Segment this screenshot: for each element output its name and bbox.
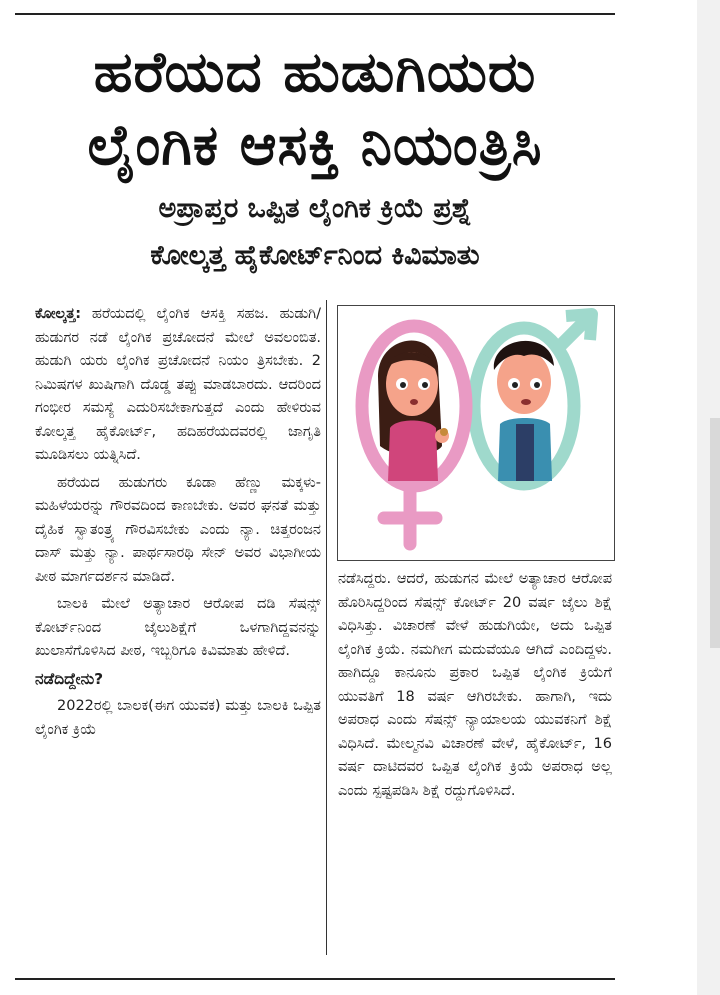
boy-figure (494, 341, 554, 481)
article-paragraph-3: ಬಾಲಕಿ ಮೇಲೆ ಅತ್ಯಾಚಾರ ಆರೋಪ ದಡಿ ಸೆಷನ್ಸ್ ಕೋರ್ಟ್‌ನಿಂದ ಜೈಲುಶಿಕ್ಷೆಗೆ ಒಳಗಾಗಿದ್ದವನನ್ನು ಖುಲಾಸೆಗೊಳಿಸಿದ ಪೀಠ, ಇಬ್ಬರಿಗೂ ಕಿವಿಮಾತು ಹೇಳಿದೆ. (35, 596, 321, 659)
headline-line-2: ಲೈಂಗಿಕ ಆಸಕ್ತಿ ನಿಯಂತ್ರಿಸಿ (87, 113, 543, 178)
article-paragraph-5: ನಡೆಸಿದ್ದರು. ಆದರೆ, ಹುಡುಗನ ಮೇಲೆ ಅತ್ಯಾಚಾರ ಆರೋಪ ಹೊರಿಸಿದ್ದರಿಂದ ಸೆಷನ್ಸ್ ಕೋರ್ಟ್ 20 ವರ್ಷ ಜೈಲು ಶಿಕ್ಷೆ ವಿಧಿಸಿತ್ತು. ವಿಚಾರಣೆ ವೇಳೆ ಹುಡುಗಿಯೇ, ಅದು ಒಪ್ಪಿತ ಲೈಂಗಿಕ ಕ್ರಿಯೆ. ನಮಗೀಗ ಮದುವೆಯೂ ಆಗಿದೆ ಎಂದಿದ್ದಳು. ಹಾಗಿದ್ದೂ ಕಾನೂನು ಪ್ರಕಾರ ಒಪ್ಪಿತ ಲೈಂಗಿಕ ಕ್ರಿಯೆಗೆ ಯುವತಿಗೆ 18 ವರ್ಷ ಆಗಿರಬೇಕು. ಹಾಗಾಗಿ, ಇದು ಅಪರಾಧ ಎಂದು ಸೆಷನ್ಸ್ ನ್ಯಾಯಾಲಯ ಯುವಕನಿಗೆ ಶಿಕ್ಷೆ ವಿಧಿಸಿದೆ. ಮೇಲ್ಮನವಿ ವಿಚಾರಣೆ ವೇಳೆ, ಹೈಕೋರ್ಟ್, 16 ವರ್ಷ ದಾಟಿದವರ ಒಪ್ಪಿತ ಲೈಂಗಿಕ ಕ್ರಿಯೆ ಅಪರಾಧ ಅಲ್ಲ ಎಂದು ಸ್ಪಷ್ಟಪಡಿಸಿ ಶಿಕ್ಷೆ ರದ್ದುಗೊಳಿಸಿದೆ. (338, 571, 612, 799)
article-paragraph-4: 2022ರಲ್ಲಿ ಬಾಲಕ(ಈಗ ಯುವಕ) ಮತ್ತು ಬಾಲಕಿ ಒಪ್ಪಿತ ಲೈಂಗಿಕ ಕ್ರಿಯೆ (35, 698, 321, 738)
article-column-right (338, 568, 612, 807)
article-paragraph-2: ಹರೆಯದ ಹುಡುಗರು ಕೂಡಾ ಹೆಣ್ಣು ಮಕ್ಕಳು-ಮಹಿಳೆಯರನ್ನು ಗೌರವದಿಂದ ಕಾಣಬೇಕು. ಅವರ ಘನತೆ ಮತ್ತು ದೈಹಿಕ ಸ್ವಾತಂತ್ರ್ಯ ಗೌರವಿಸಬೇಕು ಎಂದು ನ್ಯಾ. ಚಿತ್ತರಂಜನ ದಾಸ್ ಮತ್ತು ನ್ಯಾ. ಪಾರ್ಥಸಾರಥಿ ಸೇನ್ ಅವರ ವಿಭಾಗೀಯ ಪೀಠ ಮಾರ್ಗದರ್ಶನ ಮಾಡಿದೆ. (35, 474, 321, 585)
headline-line-1: ಹರೆಯದ ಹುಡುಗಿಯರು (93, 40, 537, 105)
article-subhead: ನಡೆದಿದ್ದೇನು? (35, 669, 104, 688)
illustration-svg (338, 306, 614, 560)
dateline: ಕೋಲ್ಕತ್ತ: (35, 306, 82, 322)
subheadline-line-2: ಕೋಲ್ಕತ್ತ ಹೈಕೋರ್ಟ್‌ನಿಂದ ಕಿವಿಮಾತು (150, 240, 480, 271)
article-illustration (337, 305, 615, 561)
column-divider (326, 300, 327, 955)
girl-figure (378, 341, 449, 481)
top-rule (15, 13, 615, 15)
article-paragraph-1-text: ಹರೆಯದಲ್ಲಿ ಲೈಂಗಿಕ ಆಸಕ್ತಿ ಸಹಜ. ಹುಡುಗಿ/ಹುಡುಗರ ನಡೆ ಲೈಂಗಿಕ ಪ್ರಚೋದನೆ ಮೇಲೆ ಅವಲಂಬಿತ. ಹುಡುಗಿ ಯರು ಲೈಂಗಿಕ ಪ್ರಚೋದನೆ ನಿಯಂ ತ್ರಿಸಬೇಕು. 2 ನಿಮಿಷಗಳ ಖುಷಿಗಾಗಿ ದೊಡ್ಡ ತಪ್ಪು ಮಾಡಬಾರದು. ಆದರಿಂದ ಗಂಭೀರ ಸಮಸ್ಯೆ ಎದುರಿಸಬೇಕಾಗುತ್ತದೆ ಎಂದು ಹೇಳಿರುವ ಕೋಲ್ಕತ್ತ ಹೈಕೋರ್ಟ್, ಹದಿಹರೆಯದವರಲ್ಲಿ ಜಾಗೃತಿ ಮೂಡಿಸಲು ಯತ್ನಿಸಿದೆ. (35, 306, 321, 463)
scrollbar-thumb[interactable] (710, 418, 720, 648)
article-paragraph-1 (35, 303, 321, 468)
subheadline-line-1: ಅಪ್ರಾಪ್ತರ ಒಪ್ಪಿತ ಲೈಂಗಿಕ ಕ್ರಿಯೆ ಪ್ರಶ್ನೆ (158, 193, 472, 224)
article-column-left (35, 303, 321, 746)
bottom-rule (15, 978, 615, 980)
